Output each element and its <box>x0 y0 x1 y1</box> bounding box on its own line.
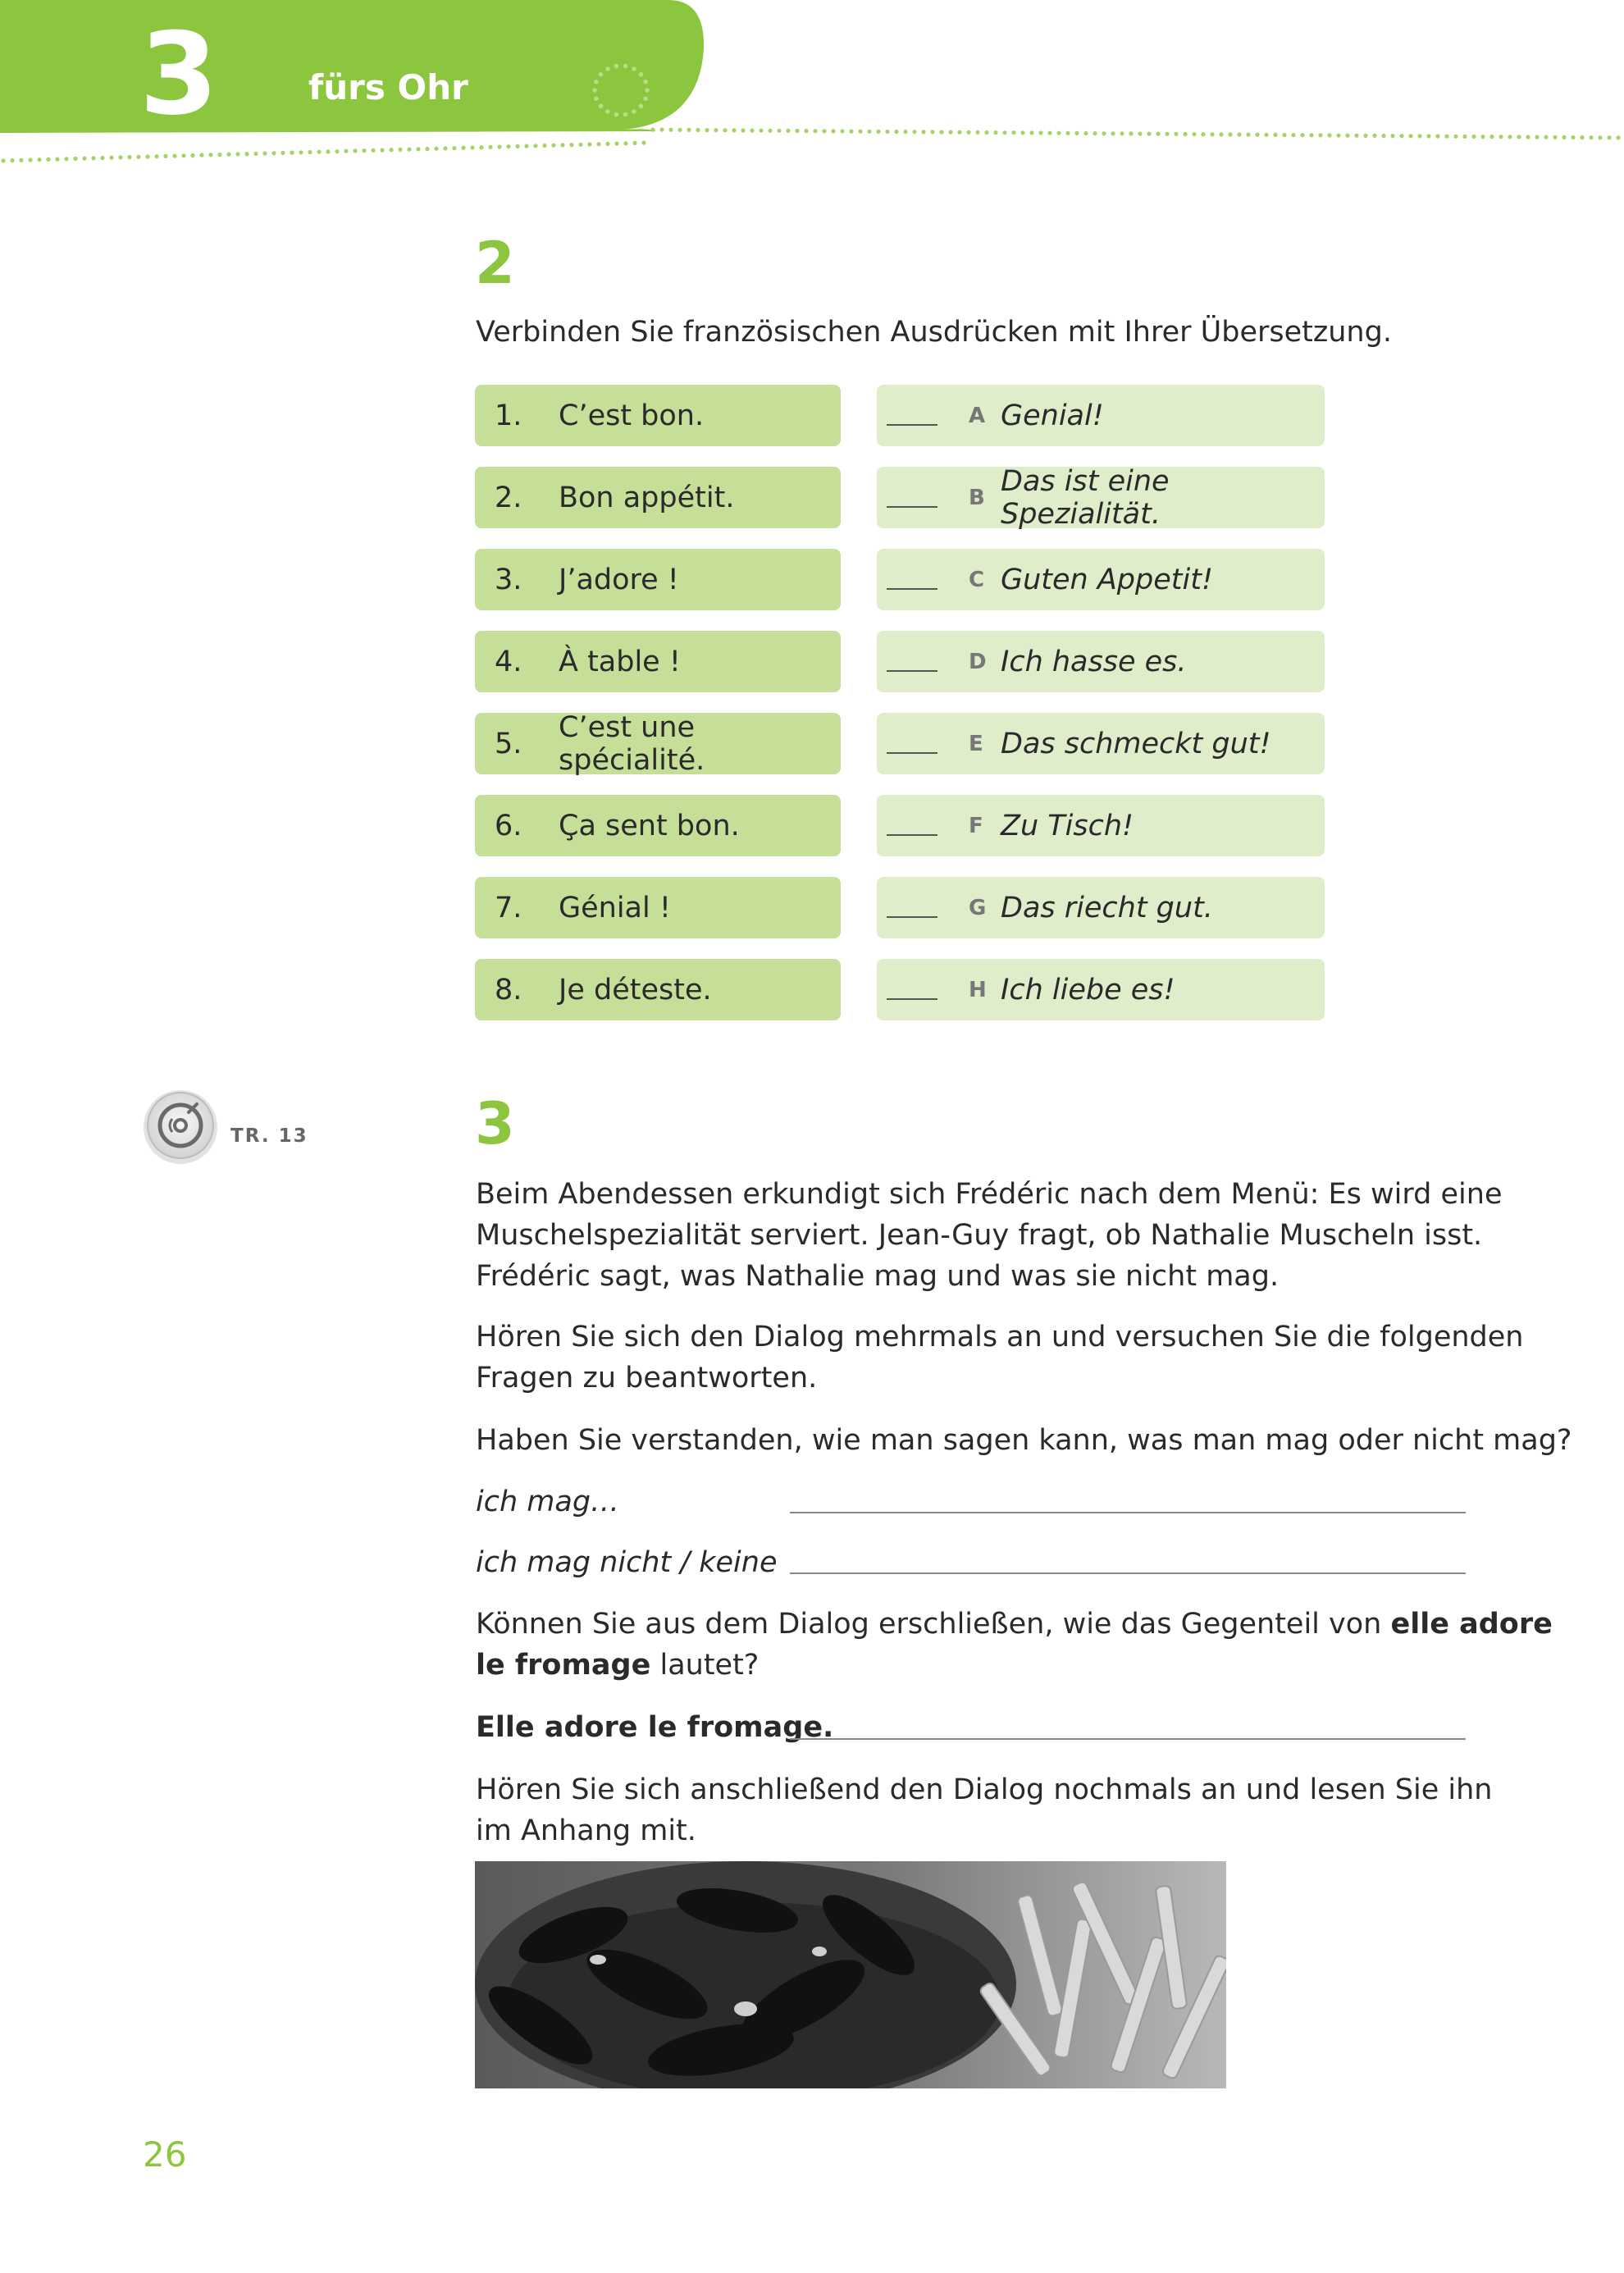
list-item: B Das ist eine Spezialität. <box>877 467 1325 528</box>
list-item: 4. À table ! <box>475 631 841 692</box>
list-item: 8. Je déteste. <box>475 959 841 1020</box>
answer-blank[interactable] <box>887 998 937 1000</box>
list-item: F Zu Tisch! <box>877 795 1325 856</box>
list-item: 5. C’est une spécialité. <box>475 713 841 774</box>
final-instruction: Hören Sie sich anschließend den Dialog nochmals an und lesen Sie ihn im Anhang mit. <box>476 1773 1493 1847</box>
answer-blank[interactable] <box>887 834 937 836</box>
track-label: TR. 13 <box>230 1125 308 1147</box>
list-item: 7. Génial ! <box>475 877 841 938</box>
prompt-like: ich mag… <box>476 1486 620 1518</box>
answer-blank[interactable] <box>887 506 937 508</box>
listen-instruction: Hören Sie sich den Dialog mehrmals an und versuchen Sie die folgenden Fragen zu beantworten. <box>476 1321 1524 1394</box>
answer-blank[interactable] <box>887 670 937 672</box>
chapter-header-band <box>0 0 1624 180</box>
list-item: 2. Bon appétit. <box>475 467 841 528</box>
answer-line-dislike[interactable] <box>790 1572 1466 1574</box>
answer-line-opposite[interactable] <box>790 1738 1466 1740</box>
prompt-elle-adore: Elle adore le fromage. <box>476 1711 834 1744</box>
answer-blank[interactable] <box>887 752 937 754</box>
prompt-dislike: ich mag nicht / keine <box>476 1546 778 1579</box>
list-item: G Das riecht gut. <box>877 877 1325 938</box>
exercise-3-number: 3 <box>475 1090 515 1157</box>
exercise-2-instruction: Verbinden Sie französischen Ausdrücken mit Ihrer Übersetzung. <box>476 316 1392 349</box>
chapter-number: 3 <box>139 8 219 140</box>
answer-line-like[interactable] <box>790 1512 1466 1513</box>
list-item: 6. Ça sent bon. <box>475 795 841 856</box>
question-like-dislike: Haben Sie verstanden, wie man sagen kann, was man mag oder nicht mag? <box>476 1424 1572 1457</box>
list-item: E Das schmeckt gut! <box>877 713 1325 774</box>
answer-blank[interactable] <box>887 424 937 426</box>
audio-cd-icon[interactable] <box>138 1084 228 1175</box>
chapter-title: fürs Ohr <box>308 67 468 107</box>
list-item: A Genial! <box>877 385 1325 446</box>
answer-blank[interactable] <box>887 588 937 590</box>
list-item: 3. J’adore ! <box>475 549 841 610</box>
intro-paragraph: Beim Abendessen erkundigt sich Frédéric nach dem Menü: Es wird eine Muschelspezialität serviert. Jean-Guy fragt, ob Nathalie Muscheln isst. Frédéric sagt, was Nathalie mag und was sie nicht mag. <box>476 1178 1503 1293</box>
page-number: 26 <box>143 2134 187 2175</box>
list-item: C Guten Appetit! <box>877 549 1325 610</box>
list-item: H Ich liebe es! <box>877 959 1325 1020</box>
exercise-2-number: 2 <box>475 230 515 297</box>
list-item: 1. C’est bon. <box>475 385 841 446</box>
list-item: D Ich hasse es. <box>877 631 1325 692</box>
question-opposite: Können Sie aus dem Dialog erschließen, wie das Gegenteil von elle adore le fromage lautet? <box>476 1608 1553 1682</box>
mussels-fries-photo <box>475 1861 1226 2088</box>
answer-blank[interactable] <box>887 916 937 918</box>
